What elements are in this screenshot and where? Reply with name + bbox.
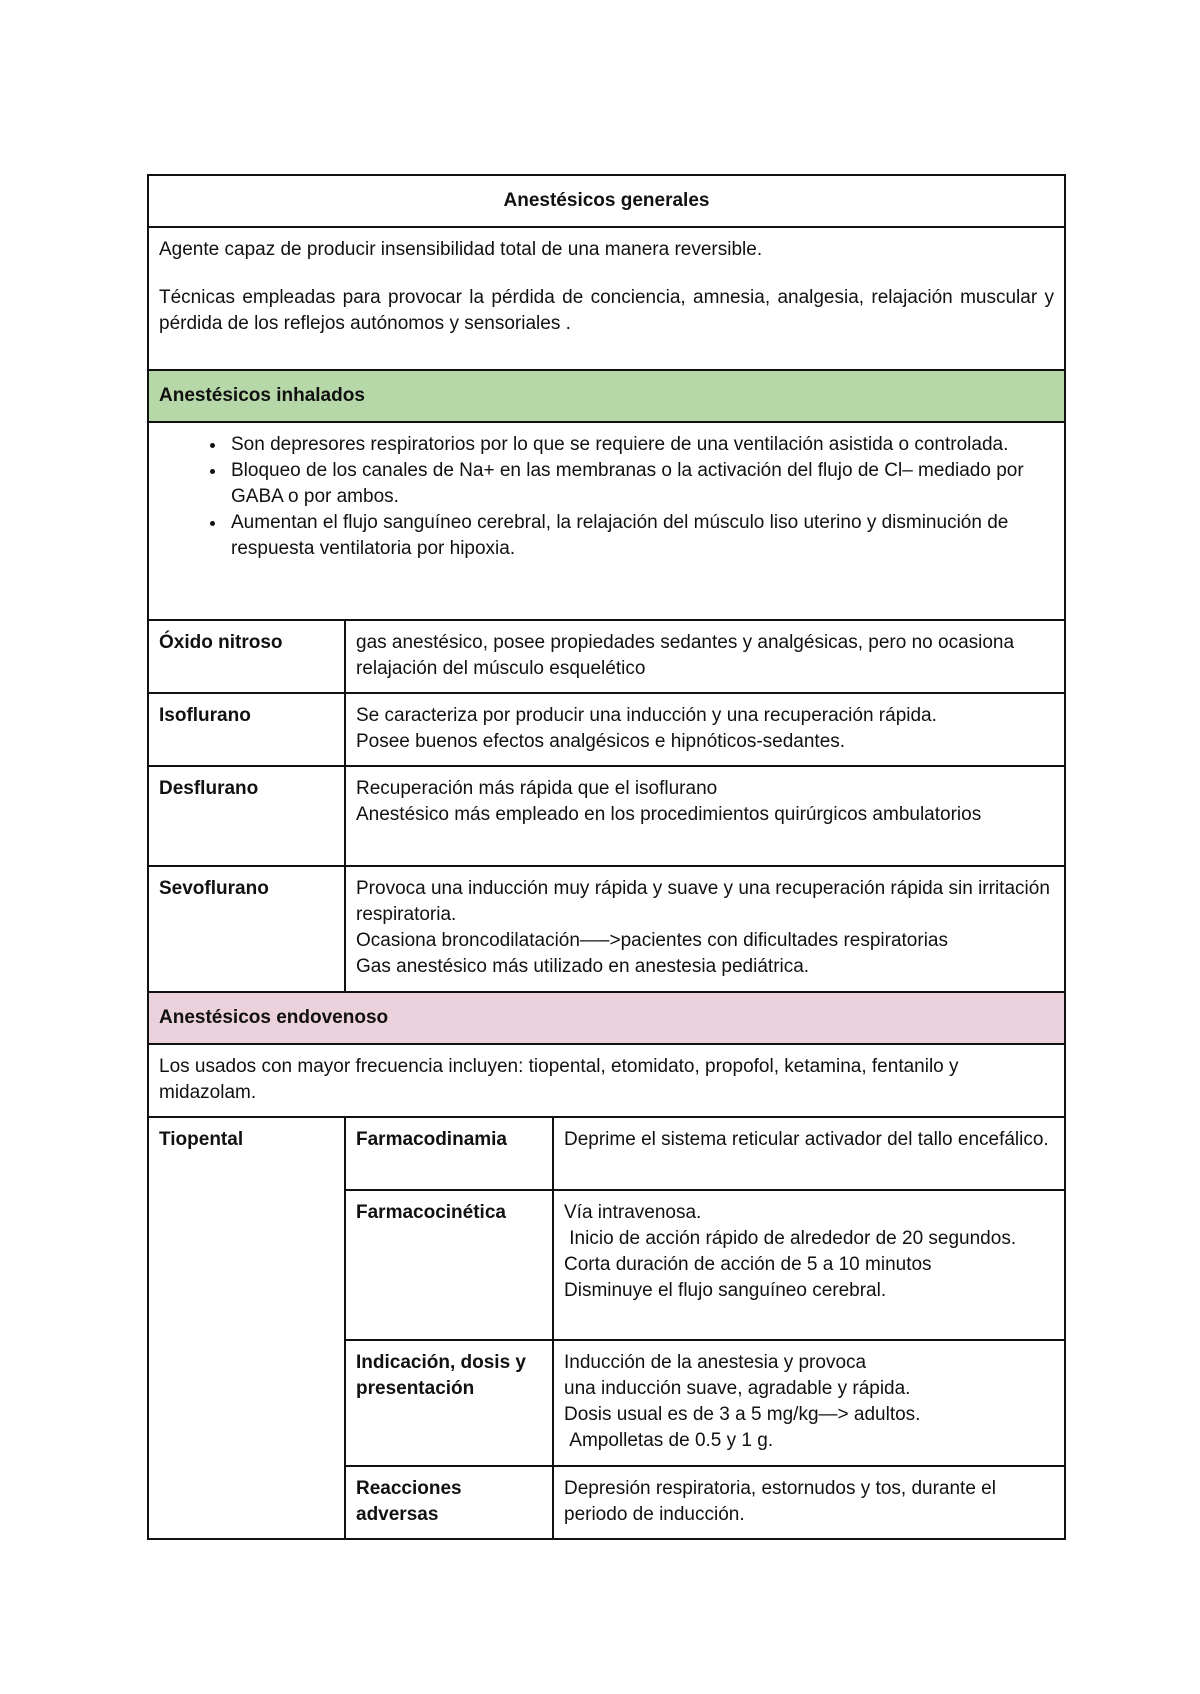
table-row [148,866,1065,992]
table-title: Anestésicos generales [148,175,1065,227]
description-line: Se caracteriza por producir una inducción y una recuperación rápida. [356,705,937,726]
techniques-text: Técnicas empleadas para provocar la pérdida de conciencia, amnesia, analgesia, relajación muscular y pérdida de los reflejos autónomos y sensoriales . [159,287,1054,334]
anesthetics-table [147,174,1066,1540]
section-header-endovenoso: Anestésicos endovenoso [148,992,1065,1044]
table-row [148,620,1065,693]
value-line: Disminuye el flujo sanguíneo cerebral. [564,1280,887,1301]
list-item: • Son depresores respiratorios por lo que se requiere de una ventilación asistida o controlada. [227,432,1054,458]
description-line: Recuperación más rápida que el isoflurano [356,778,718,799]
agent-name: Sevoflurano [148,866,345,992]
value-line: Inicio de acción rápido de alrededor de 20 segundos. [564,1228,1017,1249]
endovenoso-intro: Los usados con mayor frecuencia incluyen: tiopental, etomidato, propofol, ketamina, fentanilo y midazolam. [148,1044,1065,1117]
value-line: Corta duración de acción de 5 a 10 minutos [564,1254,932,1275]
bullet-list [159,432,1054,562]
intro-cell [148,227,1065,370]
drug-name: Tiopental [148,1117,345,1539]
definition-text: Agente capaz de producir insensibilidad total de una manera reversible. [159,239,763,260]
description-line: Gas anestésico más utilizado en anestesia pediátrica. [356,956,810,977]
description-line: Ocasiona broncodilatación—–>pacientes con dificultades respiratorias [356,930,948,951]
section-header-inhalados: Anestésicos inhalados [148,370,1065,422]
value-line: Dosis usual es de 3 a 5 mg/kg—> adultos. [564,1404,921,1425]
table-row [148,1117,1065,1190]
property-value [553,1466,1065,1539]
property-label: Farmacodinamia [345,1117,553,1190]
description-line: gas anestésico, posee propiedades sedantes y analgésicas, pero no ocasiona relajación del músculo esquelético [356,632,1015,679]
table-row [148,693,1065,766]
value-line: Depresión respiratoria, estornudos y tos, durante el periodo de inducción. [564,1478,996,1525]
agent-description [345,620,1065,693]
property-value [553,1190,1065,1340]
inhalados-bullets-cell [148,422,1065,620]
property-label: Reacciones adversas [345,1466,553,1539]
property-value [553,1117,1065,1190]
value-line: Deprime el sistema reticular activador del tallo encefálico. [564,1129,1049,1150]
agent-description [345,693,1065,766]
list-item: • Aumentan el flujo sanguíneo cerebral, la relajación del músculo liso uterino y disminución de respuesta ventilatoria por hipoxia. [227,510,1054,562]
agent-name: Desflurano [148,766,345,866]
agent-name: Óxido nitroso [148,620,345,693]
property-value [553,1340,1065,1466]
value-line: Ampolletas de 0.5 y 1 g. [564,1430,774,1451]
agent-name: Isoflurano [148,693,345,766]
property-label: Farmacocinética [345,1190,553,1340]
value-line: una inducción suave, agradable y rápida. [564,1378,911,1399]
agent-description [345,766,1065,866]
table-row [148,766,1065,866]
agent-description [345,866,1065,992]
description-line: Provoca una inducción muy rápida y suave y una recuperación rápida sin irritación respiratoria. [356,878,1050,925]
property-label: Indicación, dosis y presentación [345,1340,553,1466]
list-item: • Bloqueo de los canales de Na+ en las membranas o la activación del flujo de Cl– mediado por GABA o por ambos. [227,458,1054,510]
description-line: Anestésico más empleado en los procedimientos quirúrgicos ambulatorios [356,804,982,825]
value-line: Inducción de la anestesia y provoca [564,1352,867,1373]
description-line: Posee buenos efectos analgésicos e hipnóticos-sedantes. [356,731,846,752]
value-line: Vía intravenosa. [564,1202,702,1223]
